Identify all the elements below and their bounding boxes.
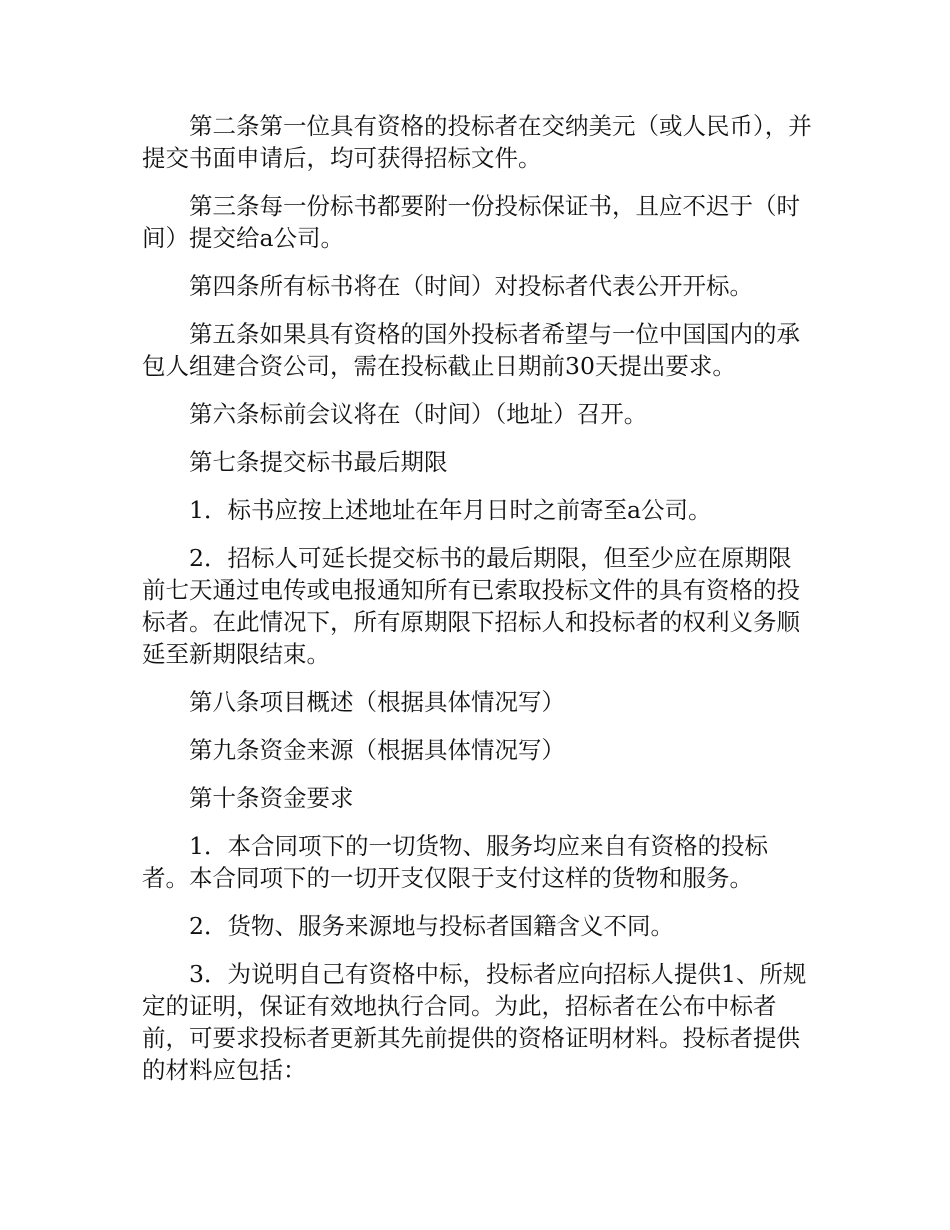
paragraph-article-2: 第二条第一位具有资格的投标者在交纳美元（或人民币），并提交书面申请后，均可获得招标文件。 xyxy=(142,112,812,172)
document-page xyxy=(142,110,814,1102)
paragraph-article-9: 第九条资金来源（根据具体情况写） xyxy=(189,736,565,764)
paragraph-article-10-heading: 第十条资金要求 xyxy=(189,784,354,812)
paragraph-article-8: 第八条项目概述（根据具体情况写） xyxy=(189,688,565,716)
paragraph-article-6: 第六条标前会议将在（时间）（地址）召开。 xyxy=(189,400,648,428)
paragraph-article-3: 第三条每一份标书都要附一份投标保证书，且应不迟于（时间）提交给a公司。 xyxy=(142,192,800,252)
paragraph-article-7-heading: 第七条提交标书最后期限 xyxy=(189,448,448,476)
paragraph-article-10-item-1: 1．本合同项下的一切货物、服务均应来自有资格的投标者。本合同项下的一切开支仅限于支付这样的货物和服务。 xyxy=(142,832,768,892)
paragraph-article-10-item-2: 2．货物、服务来源地与投标者国籍含义不同。 xyxy=(189,912,674,940)
paragraph-article-10-item-3: 3．为说明自己有资格中标，投标者应向招标人提供1、所规定的证明，保证有效地执行合同。为此，招标者在公布中标者前，可要求投标者更新其先前提供的资格证明材料。投标者提供的材料应包括： xyxy=(142,960,807,1084)
paragraph-article-7-item-1: 1．标书应按上述地址在年月日时之前寄至a公司。 xyxy=(189,496,712,524)
paragraph-article-5: 第五条如果具有资格的国外投标者希望与一位中国国内的承包人组建合资公司，需在投标截止日期前30天提出要求。 xyxy=(142,320,800,380)
paragraph-article-7-item-2: 2．招标人可延长提交标书的最后期限，但至少应在原期限前七天通过电传或电报通知所有已索取投标文件的具有资格的投标者。在此情况下，所有原期限下招标人和投标者的权利义务顺延至新期限结束。 xyxy=(142,544,800,668)
paragraph-article-4: 第四条所有标书将在（时间）对投标者代表公开开标。 xyxy=(189,272,753,300)
